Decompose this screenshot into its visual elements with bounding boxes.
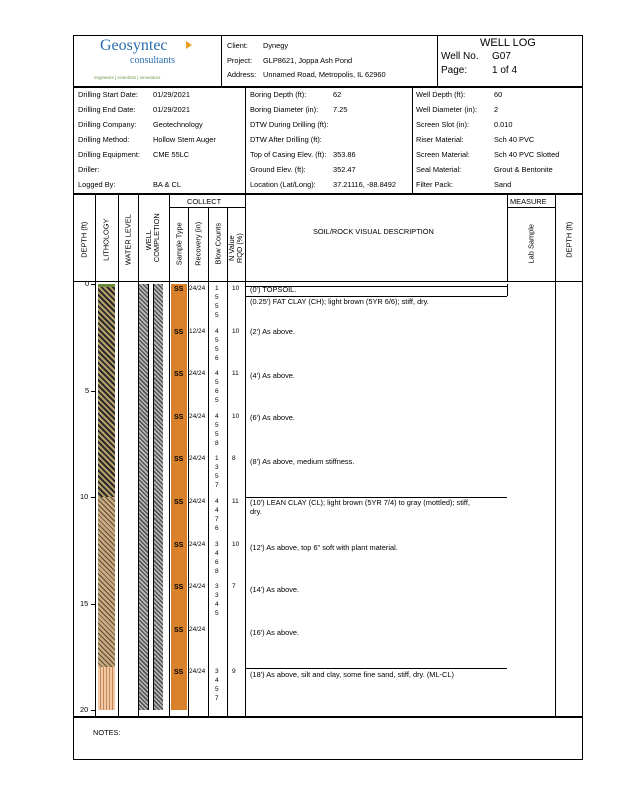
- blow-count: 4: [215, 507, 219, 514]
- blow-count: 8: [215, 439, 219, 447]
- n-value: 10: [232, 412, 240, 420]
- sample-type: SS: [174, 584, 184, 592]
- info-label: Logged By:: [78, 180, 116, 189]
- blow-count: 5: [215, 294, 219, 301]
- description-text: (16') As above.: [250, 628, 300, 637]
- blow-count: 8: [215, 567, 219, 575]
- info-value: 62: [333, 90, 342, 99]
- sample-recovery: 24/24: [189, 412, 206, 420]
- sample-type: SS: [174, 541, 184, 549]
- blow-count: 3: [215, 540, 219, 548]
- n-value: 10: [232, 285, 240, 292]
- blow-count: 6: [215, 388, 219, 396]
- depth-tick-mark: [91, 710, 95, 711]
- sample-type: SS: [174, 413, 184, 421]
- info-value: 60: [494, 90, 503, 99]
- info-value: 352.47: [333, 165, 356, 174]
- description-header: SOIL/ROCK VISUAL DESCRIPTION: [313, 227, 434, 236]
- info-label: Riser Material:: [416, 135, 464, 144]
- lab-sample-header: Lab Sample: [526, 223, 536, 264]
- depth-tick-label: 20: [80, 705, 89, 714]
- description-text: (14') As above.: [250, 585, 300, 594]
- info-value: Sand: [494, 180, 512, 189]
- depth-tick-label: 10: [80, 492, 89, 501]
- sample-type: SS: [174, 499, 184, 506]
- sample-recovery: 24/24: [189, 285, 206, 292]
- info-value: 37.21116, -88.8492: [333, 180, 397, 189]
- info-label: Well Diameter (in):: [416, 105, 478, 114]
- depth-tick-mark: [91, 497, 95, 498]
- description-text: (10') LEAN CLAY (CL); light brown (5YR 7/4) to gray (mottled); stiff,: [250, 498, 470, 507]
- blow-count: 4: [215, 677, 219, 685]
- depth-header: DEPTH (ft): [79, 221, 89, 258]
- well-log-title: WELL LOG: [480, 37, 536, 49]
- blow-count: 4: [215, 601, 219, 609]
- lithology-silt-clay: [98, 667, 115, 710]
- water-level-header: WATER LEVEL: [123, 214, 133, 266]
- blow-count: 5: [215, 379, 219, 387]
- blow-count: 4: [215, 370, 219, 378]
- sample-recovery: 24/24: [189, 540, 206, 548]
- blow-counts-header: Blow Counts: [213, 222, 223, 265]
- depth-tick-label: 15: [80, 598, 89, 608]
- logo-name: Geosyntec: [100, 37, 168, 54]
- depth-right-header: DEPTH (ft): [564, 221, 574, 258]
- client-label: Client:: [227, 41, 248, 50]
- info-label: Filter Pack:: [416, 180, 453, 189]
- sample-recovery: 24/24: [189, 668, 206, 676]
- blow-count: 5: [215, 345, 219, 353]
- description-text: (4') As above.: [250, 371, 295, 380]
- n-value: 7: [232, 583, 236, 591]
- blow-count: 4: [215, 327, 219, 335]
- well-seal-right: [154, 284, 163, 710]
- n-value: 9: [232, 668, 236, 676]
- info-label: DTW After Drilling (ft):: [250, 135, 322, 144]
- blow-count: 5: [215, 421, 219, 429]
- info-value: Hollow Stem Auger: [153, 135, 216, 144]
- info-label: Location (Lat/Long):: [250, 180, 316, 189]
- info-value: 2: [494, 105, 499, 114]
- address-label: Address:: [227, 70, 257, 79]
- well-no-label: Well No.: [441, 51, 479, 62]
- info-value: Grout & Bentonite: [494, 165, 553, 174]
- info-value: Geotechnology: [153, 120, 203, 129]
- info-label: Drilling Equipment:: [78, 150, 141, 159]
- blow-count: 5: [215, 312, 219, 319]
- address-value: Unnamed Road, Metropolis, IL 62960: [263, 70, 386, 79]
- stratum-boundary: [246, 286, 507, 287]
- well-no-value: G07: [492, 51, 511, 62]
- n-value: 11: [232, 498, 239, 505]
- measure-header: MEASURE: [510, 197, 547, 206]
- n-value-label: N Value RQD (%): [226, 233, 244, 264]
- info-value: 7.25: [333, 105, 348, 114]
- blow-count: 1: [215, 455, 219, 463]
- n-value: 11: [232, 370, 239, 378]
- logo-tagline: engineers | scientists | innovators: [94, 75, 161, 80]
- blow-count: 5: [215, 473, 219, 481]
- description-text: (18') As above, silt and clay, some fine sand, stiff, dry. (ML-CL): [250, 670, 454, 679]
- well-completion-label: WELL COMPLETION: [143, 213, 161, 263]
- sample-type: SS: [174, 371, 184, 379]
- info-value: 01/29/2021: [153, 105, 190, 114]
- blow-count: 3: [215, 668, 219, 676]
- blow-count: 5: [215, 397, 219, 405]
- page-value: 1 of 4: [492, 65, 518, 76]
- info-label: Top of Casing Elev. (ft):: [250, 150, 327, 159]
- project-label: Project:: [227, 56, 253, 65]
- blow-count: 4: [215, 498, 219, 505]
- info-value: Sch 40 PVC Slotted: [494, 150, 560, 159]
- blow-count: 4: [215, 549, 219, 557]
- info-value: 353.86: [333, 150, 356, 159]
- depth-tick-mark: [91, 604, 95, 605]
- blow-count: 5: [215, 336, 219, 344]
- blow-count: 5: [215, 610, 219, 618]
- blow-count: 6: [215, 525, 219, 532]
- info-label: Drilling Start Date:: [78, 90, 138, 99]
- page-label: Page:: [441, 65, 468, 76]
- sample-type-header: Sample Type: [174, 222, 184, 266]
- info-label: Ground Elev. (ft):: [250, 165, 306, 174]
- info-label: Screen Slot (in):: [416, 120, 469, 129]
- blow-count: 1: [215, 285, 219, 292]
- info-label: Drilling Method:: [78, 135, 130, 144]
- blow-count: 5: [215, 686, 219, 694]
- sample-recovery: 24/24: [189, 455, 206, 463]
- description-text: (12') As above, top 6" soft with plant material.: [250, 543, 398, 552]
- info-label: Boring Depth (ft):: [250, 90, 307, 99]
- recovery-header: Recovery (in): [193, 221, 203, 266]
- depth-tick-mark: [91, 284, 95, 285]
- blow-count: 6: [215, 354, 219, 362]
- n-value: 10: [232, 540, 240, 548]
- blow-count: 4: [215, 412, 219, 420]
- sample-type: SS: [174, 626, 184, 634]
- info-label: DTW During Drilling (ft):: [250, 120, 329, 129]
- depth-tick-label: 0: [85, 279, 90, 288]
- sample-recovery: 24/24: [189, 370, 206, 378]
- blow-count: 5: [215, 430, 219, 438]
- sample-type: SS: [174, 669, 184, 677]
- notes-label: NOTES:: [93, 728, 121, 737]
- info-value: Sch 40 PVC: [494, 135, 535, 144]
- sample-recovery: 24/24: [189, 583, 206, 591]
- blow-count: 3: [215, 464, 219, 472]
- well-completion-header: [145, 205, 161, 275]
- lithology-fat-clay: [98, 284, 115, 497]
- client-value: Dynegy: [263, 41, 289, 50]
- description-text: (0.25') FAT CLAY (CH); light brown (5YR 6/6); stiff, dry.: [250, 297, 429, 306]
- blow-count: 3: [215, 583, 219, 591]
- depth-tick-label: 5: [85, 385, 90, 395]
- description-text: (6') As above.: [250, 413, 295, 422]
- description-text: (2') As above.: [250, 327, 295, 336]
- n-value: 10: [232, 327, 240, 335]
- info-value: BA & CL: [153, 180, 181, 189]
- sample-recovery: 12/24: [189, 327, 206, 335]
- lithology-header: LITHOLOGY: [101, 218, 111, 261]
- notes-frame: [73, 717, 583, 760]
- description-text: dry.: [250, 507, 262, 516]
- info-value: 01/29/2021: [153, 90, 190, 99]
- depth-tick-mark: [91, 391, 95, 392]
- info-value: CME 55LC: [153, 150, 190, 159]
- info-label: Drilling End Date:: [78, 105, 136, 114]
- info-label: Screen Material:: [416, 150, 470, 159]
- description-text: (0') TOPSOIL.: [250, 285, 297, 294]
- info-label: Driller:: [78, 165, 100, 174]
- lithology-lean-clay: [98, 497, 115, 667]
- sample-recovery: 24/24: [189, 498, 206, 505]
- info-label: Well Depth (ft):: [416, 90, 466, 99]
- logo-subtitle: consultants: [130, 55, 175, 66]
- sample-type: SS: [174, 328, 184, 336]
- blow-count: 7: [215, 695, 219, 703]
- n-value: 8: [232, 455, 236, 463]
- sample-type: SS: [174, 286, 184, 293]
- stratum-boundary: [246, 497, 507, 498]
- sample-recovery: 24/24: [189, 625, 206, 633]
- blow-count: 3: [215, 592, 219, 600]
- stratum-boundary: [246, 668, 507, 669]
- project-value: GLP8621, Joppa Ash Pond: [263, 56, 353, 65]
- info-label: Seal Material:: [416, 165, 462, 174]
- sample-type: SS: [174, 456, 184, 464]
- collect-header: COLLECT: [187, 197, 222, 206]
- stratum-boundary: [507, 284, 508, 296]
- info-label: Drilling Company:: [78, 120, 137, 129]
- lithology-topsoil: [98, 284, 115, 287]
- blow-count: 5: [215, 303, 219, 310]
- blow-count: 6: [215, 558, 219, 566]
- description-text: (8') As above, medium stiffness.: [250, 457, 355, 466]
- n-value-header: [228, 213, 244, 283]
- info-label: Boring Diameter (in):: [250, 105, 319, 114]
- logo-arrow-icon: [186, 41, 192, 49]
- blow-count: 7: [215, 516, 219, 523]
- well-seal-left: [139, 284, 148, 710]
- blow-count: 7: [215, 482, 219, 490]
- info-value: 0.010: [494, 120, 513, 129]
